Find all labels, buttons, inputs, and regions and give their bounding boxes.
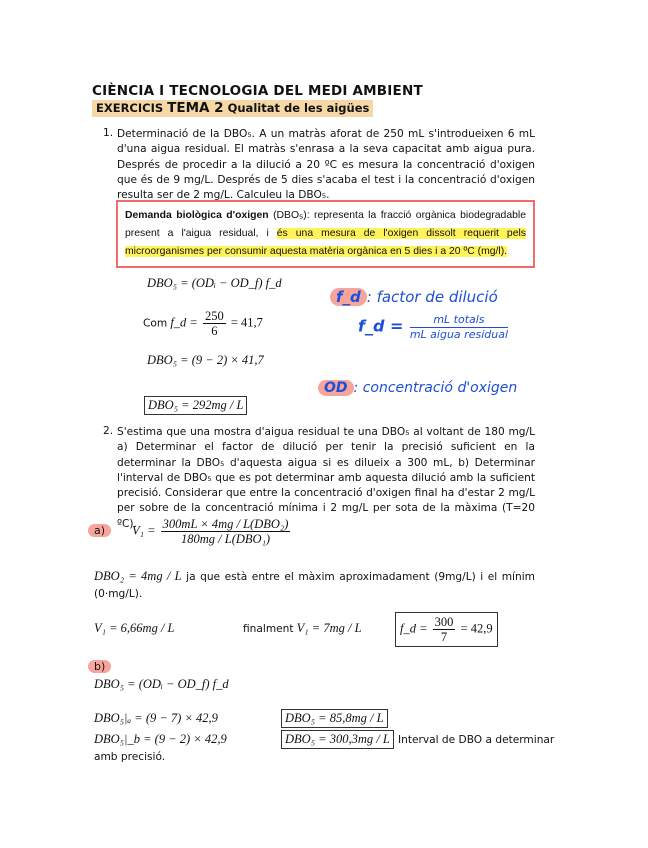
fd2-lhs: f_d =	[400, 621, 428, 636]
handwritten-fd-formula	[358, 313, 510, 342]
handwritten-od-note	[318, 380, 517, 396]
v1-final	[243, 621, 362, 636]
exercise-1-statement: Determinació de la DBO₅. A un matràs aforat de 250 mL s'introdueixen 6 mL d'una aigua residual. El matràs s'enrasa a la seva capacitat amb aigua pura. Després de procedir a la dilució a 20 ºC es mesura la concentració d'oxigen que és de 9 mg/L. Després de 5 dies s'acaba el test i la concentració d'oxigen resulta ser de 2 mg/L. Calculeu la DBO₅.	[117, 128, 535, 202]
fd2-result	[395, 612, 498, 647]
v1-fraction	[161, 517, 291, 546]
dbo2-formula: DBO₂ = 4mg / L	[94, 569, 182, 583]
dbo2-paragraph	[94, 568, 535, 603]
line-b: DBO₅|_b = (9 − 2) × 42,9	[94, 732, 227, 746]
dbo2-explanation: ja que està entre el màxim aproximadament (9mg/L) i el mínim (0·mg/L).	[94, 571, 535, 600]
hand-fd-lhs: f_d =	[358, 316, 404, 336]
fd-den: 6	[211, 324, 218, 338]
result-dbo5: DBO₅ = 292mg / L	[144, 396, 247, 415]
v1-den: 180mg / L(DBO₁)	[181, 532, 271, 546]
v1-num: 300mL × 4mg / L(DBO₂)	[162, 517, 289, 531]
handwritten-fd-note	[330, 288, 498, 306]
part-b-label	[88, 660, 111, 673]
interval-text-2: amb precisió.	[94, 751, 166, 763]
fd2-den: 7	[440, 630, 448, 644]
definition-box	[116, 200, 535, 268]
fd-lhs: f_d =	[170, 315, 198, 330]
exercise-2-number: 2.	[103, 425, 114, 437]
line-a: DBO₅|ₐ = (9 − 7) × 42,9	[94, 711, 218, 725]
definition-term: Demanda biològica d'oxigen	[125, 210, 269, 221]
v1-value: V₁ = 6,66mg / L	[94, 621, 175, 635]
page-subtitle	[92, 100, 373, 117]
subtitle-rest: Qualitat de les aigües	[227, 101, 370, 115]
com-label: Com	[143, 317, 168, 330]
formula-dbo5: DBO₅ = (ODᵢ − OD_f) f_d	[147, 276, 282, 290]
v1-final-value: V₁ = 7mg / L	[296, 621, 362, 635]
subtitle-prefix: EXERCICIS	[96, 101, 164, 115]
definition-highlight: és una mesura de l'oxigen dissolt requerit pels microorganismes per consumir aquesta matèria orgànica en 5 dies i a 20 ºC (mg/l).	[125, 228, 526, 257]
fd-fraction	[203, 309, 226, 338]
result-a: DBO₅ = 85,8mg / L	[281, 709, 388, 728]
definition-text: (DBO₅): representa la fracció orgànica biodegradable present a l'aigua residual, i	[125, 210, 526, 239]
fd-num: 250	[205, 309, 224, 323]
fd2-num: 300	[434, 615, 454, 629]
fd-description: : factor de dilució	[366, 288, 498, 306]
fd-symbol: f_d	[330, 288, 367, 306]
hand-fd-num: mL totals	[410, 313, 508, 328]
result-b: DBO₅ = 300,3mg / L	[281, 730, 394, 749]
formula-b: DBO₅ = (ODᵢ − OD_f) f_d	[94, 677, 229, 691]
od-description: : concentració d'oxigen	[353, 380, 518, 396]
finalment-label: finalment	[243, 623, 294, 635]
part-b-badge: b)	[88, 660, 111, 673]
formula-fd	[143, 309, 263, 338]
subtitle-tema: TEMA 2	[167, 100, 224, 116]
od-symbol: OD	[318, 380, 354, 396]
v1-lhs: V₁ =	[132, 523, 156, 538]
exercise-2-statement: S'estima que una mostra d'aigua residual te una DBO₅ al voltant de 180 mg/L a) Determinar el factor de dilució per tenir la precisió suficient en la determinar la DBO₅ d'aquesta aigua si es dilueix a 300 mL, b) Determinar l'interval de DBO₅ que es pot determinar amb aquesta dilució amb la suficient precisió. Considerar que entre la concentració d'oxigen final ha d'estar 2 mg/L per sobre de la concentració mínima i 2 mg/L per sota de la màxima (T=20 ºC).	[117, 426, 535, 530]
formula-dbo5-values: DBO₅ = (9 − 2) × 41,7	[147, 353, 264, 367]
hand-fd-fraction	[410, 313, 508, 342]
formula-v1	[132, 517, 292, 546]
part-a-badge: a)	[88, 524, 111, 537]
fd-result: = 41,7	[230, 315, 263, 330]
exercise-1-number: 1.	[103, 127, 114, 139]
part-a-label	[88, 524, 111, 537]
page-title: CIÈNCIA I TECNOLOGIA DEL MEDI AMBIENT	[92, 83, 423, 99]
fd2-value: = 42,9	[460, 621, 493, 636]
interval-text: Interval de DBO a determinar	[398, 734, 555, 746]
hand-fd-den: mL aigua residual	[409, 328, 509, 341]
fd2-fraction	[433, 615, 456, 644]
